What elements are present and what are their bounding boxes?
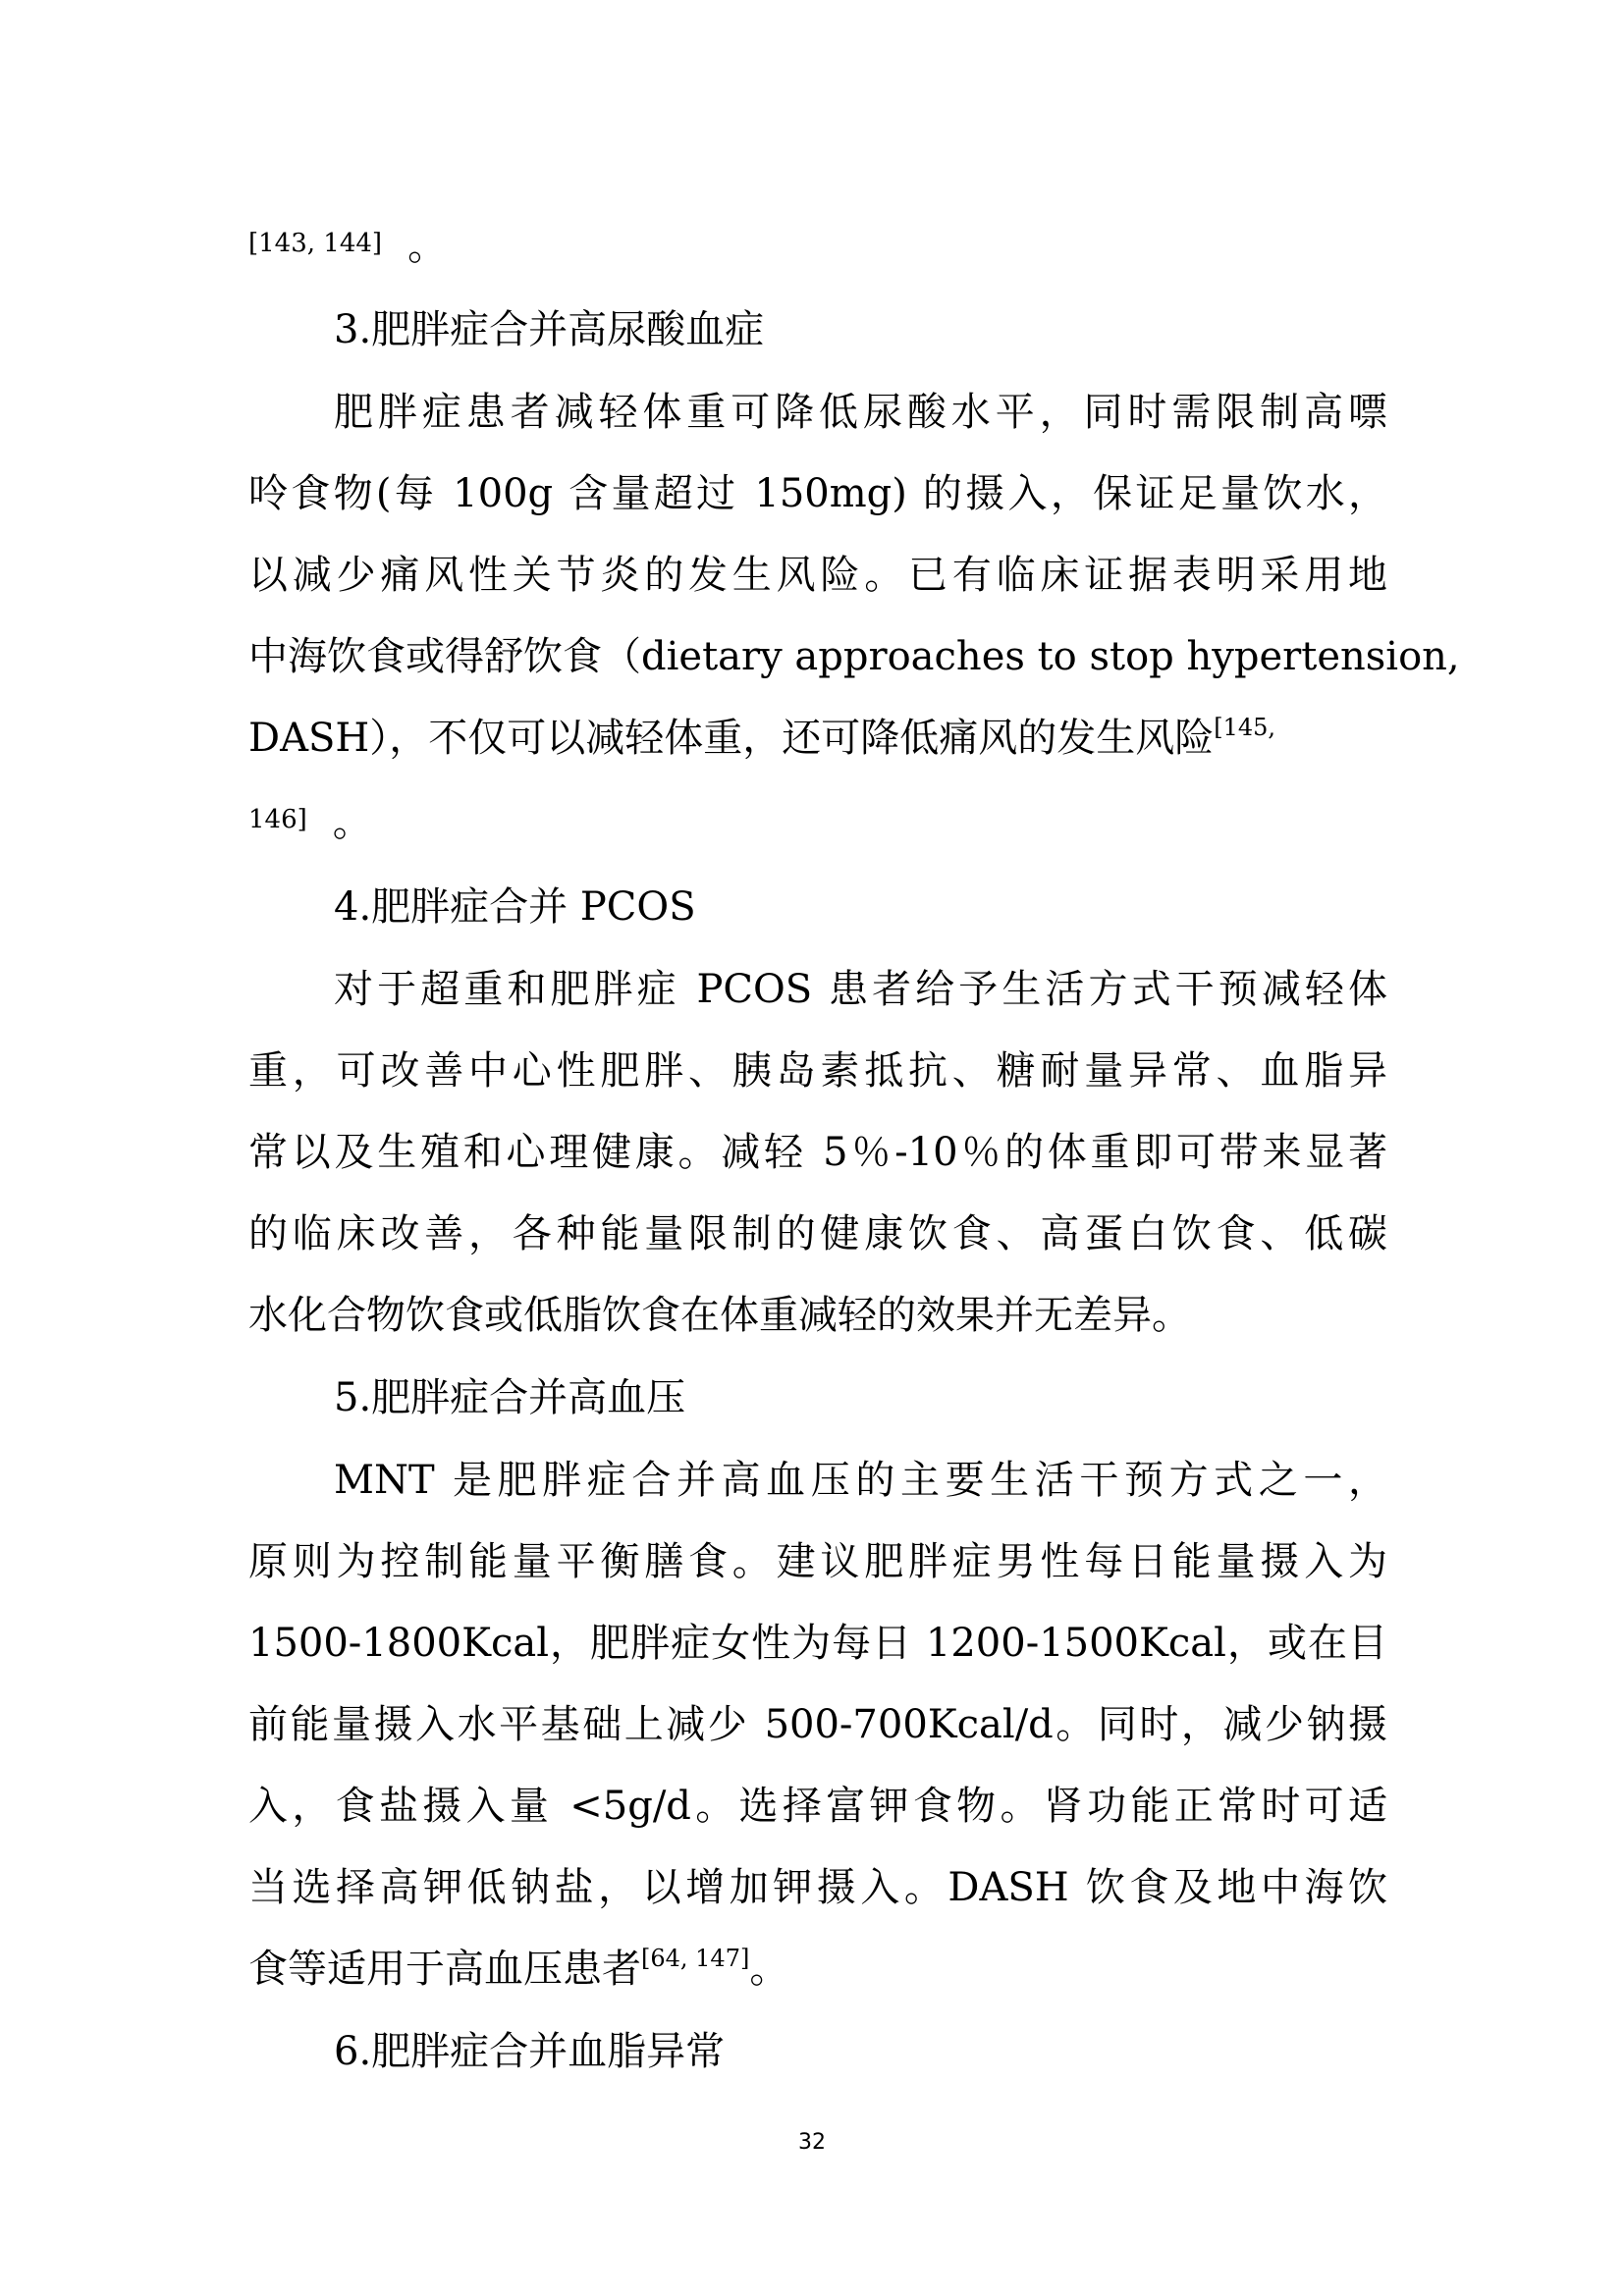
paragraph-line: 中海饮食或得舒饮食（dietary approaches to stop hypertension, [248, 634, 1460, 679]
section-heading: 3.肥胖症合并高尿酸血症 [334, 307, 765, 352]
paragraph-line: 前能量摄入水平基础上减少 500-700Kcal/d。同时，减少钠摄 [248, 1702, 1387, 1747]
paragraph-line: 1500-1800Kcal，肥胖症女性为每日 1200-1500Kcal，或在目 [248, 1621, 1387, 1666]
paragraph-line: 入，食盐摄入量 <5g/d。选择富钾食物。肾功能正常时可适 [248, 1784, 1387, 1829]
paragraph-line: 对于超重和肥胖症 PCOS 患者给予生活方式干预减轻体 [334, 967, 1387, 1012]
section-heading: 6.肥胖症合并血脂异常 [334, 2029, 726, 2074]
period: 。 [332, 800, 372, 845]
paragraph-line: 原则为控制能量平衡膳食。建议肥胖症男性每日能量摄入为 [248, 1539, 1387, 1584]
paragraph-line: 水化合物饮食或低脂饮食在体重减轻的效果并无差异。 [248, 1293, 1191, 1338]
period: 。 [407, 224, 448, 269]
page-number: 32 [798, 2130, 826, 2155]
paragraph-line: 呤食物(每 100g 含量超过 150mg) 的摄入，保证足量饮水， [248, 471, 1387, 516]
paragraph-line: 以减少痛风性关节炎的发生风险。已有临床证据表明采用地 [248, 553, 1387, 598]
section-heading: 5.肥胖症合并高血压 [334, 1375, 686, 1420]
paragraph-text: 食等适用于高血压患者 [248, 1947, 641, 1992]
citation: [145, [1214, 714, 1276, 741]
period: 。 [749, 1947, 789, 1992]
section-heading: 4.肥胖症合并 PCOS [334, 884, 696, 930]
paragraph-line: 当选择高钾低钠盐，以增加钾摄入。DASH 饮食及地中海饮 [248, 1865, 1387, 1910]
paragraph-line: 的临床改善，各种能量限制的健康饮食、高蛋白饮食、低碳 [248, 1211, 1387, 1256]
citation: [64, 147] [641, 1945, 750, 1972]
paragraph-line: 肥胖症患者减轻体重可降低尿酸水平，同时需限制高嘌 [334, 390, 1387, 435]
paragraph-text: DASH），不仅可以减轻体重，还可降低痛风的发生风险 [248, 716, 1215, 761]
reference-line [248, 800, 372, 845]
paragraph-line: MNT 是肥胖症合并高血压的主要生活干预方式之一， [334, 1458, 1387, 1503]
reference-line [248, 224, 448, 269]
paragraph-line [248, 1942, 788, 2002]
paragraph-line [248, 711, 1275, 771]
citation: 146] [248, 805, 307, 834]
paragraph-line: 重，可改善中心性肥胖、胰岛素抵抗、糖耐量异常、血脂异 [248, 1048, 1387, 1094]
citation: [143, 144] [248, 229, 383, 258]
paragraph-line: 常以及生殖和心理健康。减轻 5％-10％的体重即可带来显著 [248, 1130, 1387, 1175]
